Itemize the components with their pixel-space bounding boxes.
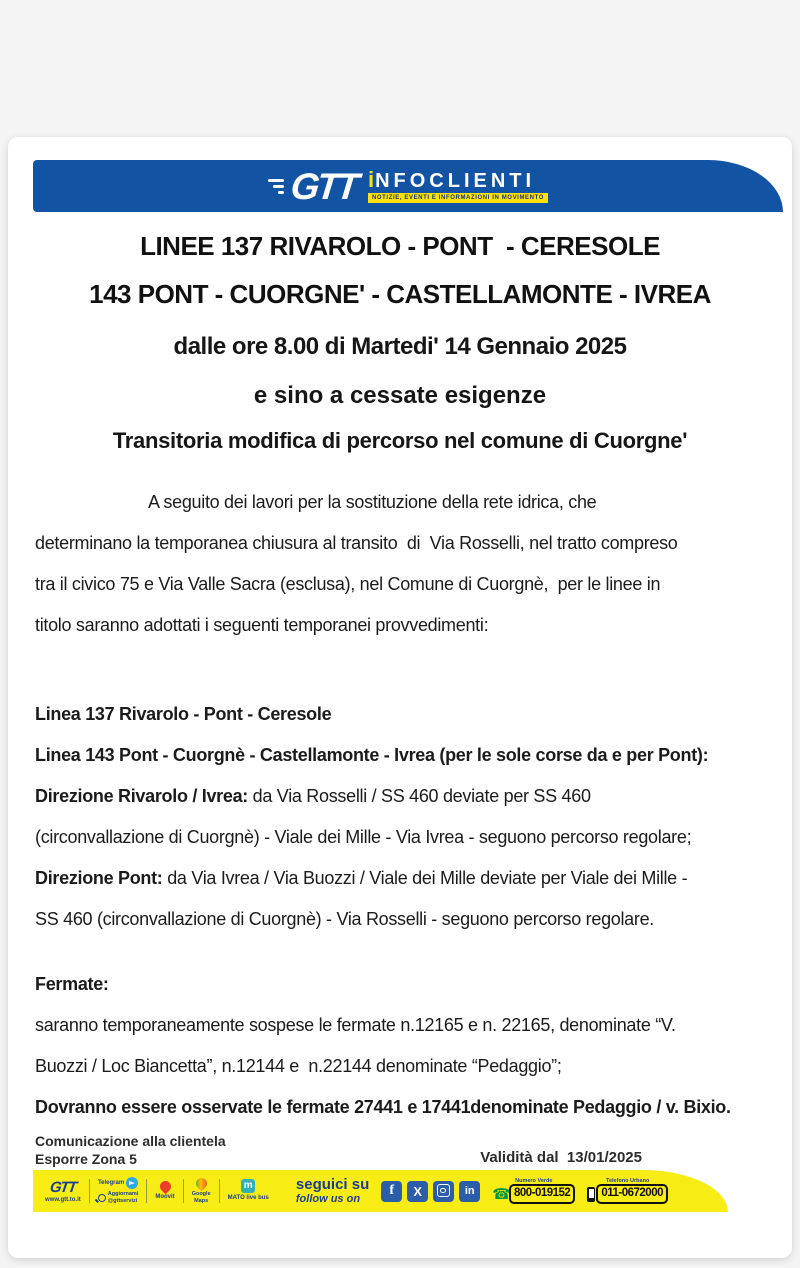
- facebook-icon: f: [381, 1181, 402, 1202]
- direction-pont-line: [35, 858, 767, 899]
- phone-green-number: 800-019152: [509, 1184, 575, 1204]
- divider: [89, 1179, 90, 1203]
- phone-black-block: [587, 1178, 668, 1204]
- fermate-line-1: saranno temporaneamente sospese le fermate n.12165 e n. 22165, denominate “V.: [35, 1015, 676, 1035]
- direction-pont-label: Direzione Pont:: [35, 868, 163, 888]
- footer-note-line-1: Comunicazione alla clientela: [35, 1133, 226, 1149]
- divider: [219, 1179, 220, 1203]
- footer-gtt-logo: [45, 1180, 81, 1203]
- moovit-label: Moovit: [155, 1193, 175, 1200]
- google-maps-label-1: Google: [191, 1190, 211, 1197]
- linkedin-icon: in: [459, 1181, 480, 1202]
- gtt-footer-logo-text: GTT: [48, 1178, 77, 1196]
- phone-green-block: [492, 1178, 575, 1204]
- validity-date: Validità dal 13/01/2025: [480, 1149, 642, 1166]
- divider: [183, 1179, 184, 1203]
- footer-mato-item: [228, 1179, 269, 1202]
- magnifier-icon: [98, 1194, 106, 1202]
- gtt-wing-icon: [268, 179, 284, 194]
- phone-green-label: Numero Verde: [515, 1177, 553, 1184]
- mato-label: MATO live bus: [227, 1195, 269, 1202]
- follow-us-block: [296, 1177, 369, 1206]
- direction-pont-line-2: SS 460 (circonvallazione di Cuorgnè) - Via Rosselli - seguono percorso regolare.: [35, 909, 654, 929]
- gtt-logo: [268, 165, 359, 207]
- fermate-bold-line: Dovranno essere osservate le fermate 27441 e 17441denominate Pedaggio / v. Bixio.: [35, 1097, 731, 1117]
- telegram-sub-1: Aggiornami: [107, 1191, 139, 1198]
- instagram-icon: [433, 1181, 454, 1202]
- telegram-sub-2: @gttservizi: [107, 1198, 138, 1204]
- direction-rivarolo-line: [35, 776, 767, 817]
- infoclienti-i: i: [367, 167, 375, 192]
- follow-us-it-label: seguici su: [295, 1175, 370, 1193]
- footer-note-line-2: Esporre Zona 5: [35, 1151, 137, 1167]
- divider: [146, 1179, 147, 1203]
- telegram-label: Telegram: [97, 1179, 125, 1186]
- phone-handset-icon: ☎: [492, 1185, 511, 1203]
- smartphone-icon: [587, 1187, 595, 1202]
- footer-telegram-item: [98, 1177, 139, 1204]
- title-line-1: LINEE 137 RIVAROLO - PONT - CERESOLE: [140, 231, 660, 261]
- fermate-heading: Fermate:: [35, 974, 109, 994]
- fermate-line-2: Buozzi / Loc Biancetta”, n.12144 e n.22144 denominate “Pedaggio”;: [35, 1056, 562, 1076]
- footer-note: [35, 1132, 226, 1168]
- line-137-heading: Linea 137 Rivarolo - Pont - Ceresole: [35, 704, 332, 724]
- paragraph-line: determinano la temporanea chiusura al transito di Via Rosselli, nel tratto compreso: [35, 533, 678, 553]
- x-icon: X: [407, 1181, 428, 1202]
- line-143-heading: Linea 143 Pont - Cuorgnè - Castellamonte - Ivrea (per le sole corse da e per Pont):: [35, 745, 709, 765]
- footer-bar: [33, 1170, 728, 1212]
- moovit-pin-icon: [157, 1179, 173, 1195]
- google-maps-pin-icon: [193, 1176, 209, 1192]
- mato-icon: m: [241, 1179, 255, 1193]
- infoclienti-tagline: NOTIZIE, EVENTI E INFORMAZIONI IN MOVIMENTO: [368, 193, 548, 203]
- direction-rivarolo-label: Direzione Rivarolo / Ivrea:: [35, 786, 248, 806]
- title-line-2: 143 PONT - CUORGNE' - CASTELLAMONTE - IVREA: [89, 279, 711, 309]
- subtitle-duration: e sino a cessate esigenze: [253, 382, 547, 409]
- phone-black-number: 011-0672000: [596, 1184, 668, 1204]
- paragraph-line: tra il civico 75 e Via Valle Sacra (esclusa), nel Comune di Cuorgnè, per le linee in: [35, 574, 661, 594]
- gtt-logo-text: GTT: [288, 165, 359, 207]
- infoclienti-rest: NFOCLIENTI: [375, 170, 536, 192]
- phone-black-label: Telefono Urbano: [606, 1177, 650, 1184]
- title-block: [8, 231, 792, 310]
- google-maps-label-2: Maps: [194, 1197, 209, 1204]
- footer-moovit-item: [155, 1181, 174, 1201]
- follow-us-en-label: follow us on: [295, 1193, 361, 1206]
- body-text: [35, 482, 767, 1128]
- social-icons: [381, 1181, 480, 1202]
- website-label: www.gtt.to.it: [45, 1196, 81, 1203]
- paragraph-line: A seguito dei lavori per la sostituzione della rete idrica, che: [148, 492, 597, 512]
- infoclienti-title: [368, 169, 535, 191]
- telegram-icon: [126, 1177, 138, 1189]
- footer-google-maps-item: [192, 1178, 211, 1204]
- header-banner: [33, 160, 783, 212]
- direction-rivarolo-line-2: (circonvallazione di Cuorgnè) - Viale dei Mille - Via Ivrea - seguono percorso regolare;: [35, 827, 692, 847]
- direction-pont-text: da Via Ivrea / Via Buozzi / Viale dei Mille deviate per Viale dei Mille -: [162, 868, 688, 888]
- paragraph-line: titolo saranno adottati i seguenti temporanei provvedimenti:: [35, 615, 489, 635]
- subtitle-date: dalle ore 8.00 di Martedi' 14 Gennaio 2025: [173, 333, 627, 360]
- document-card: [8, 137, 792, 1258]
- subtitle-description: Transitoria modifica di percorso nel comune di Cuorgne': [112, 428, 688, 453]
- infoclienti-block: [368, 169, 548, 203]
- direction-rivarolo-text: da Via Rosselli / SS 460 deviate per SS 460: [247, 786, 591, 806]
- subtitle-block: [8, 333, 792, 454]
